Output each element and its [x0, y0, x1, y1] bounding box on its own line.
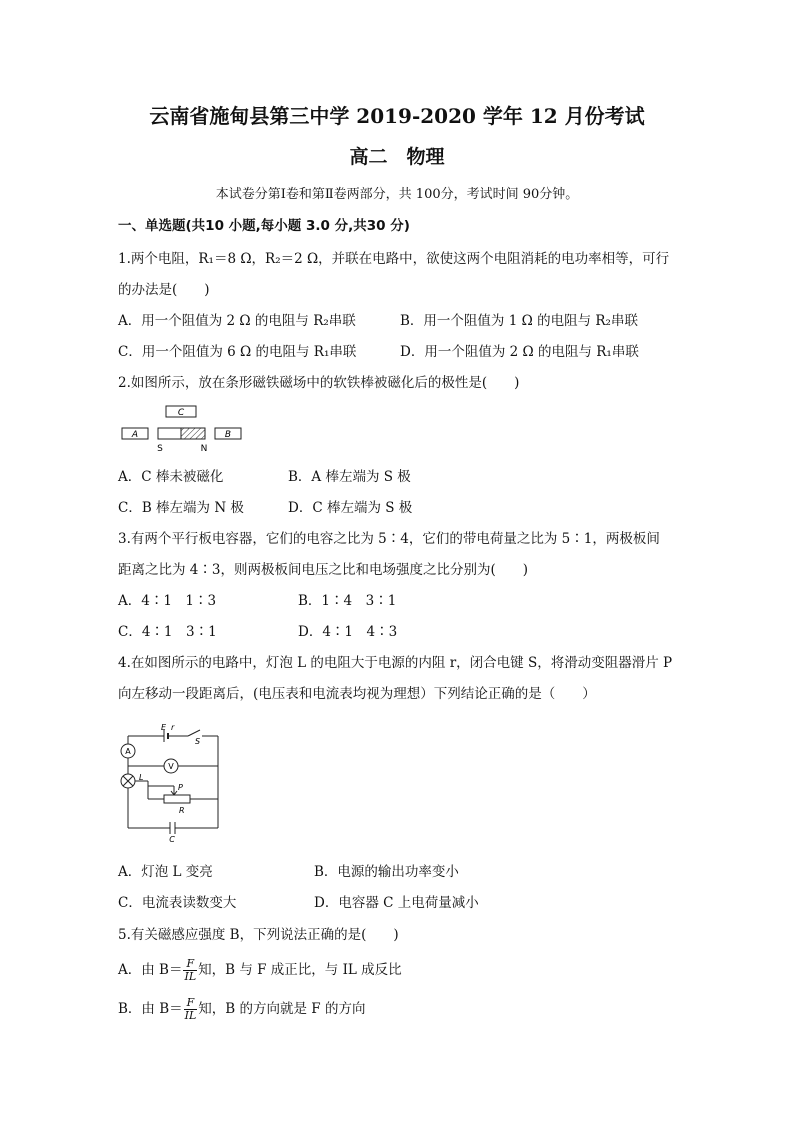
internal-resistance-label: r: [171, 723, 175, 732]
q2-option-c: C．B 棒左端为 N 极: [118, 500, 244, 516]
exam-note: 本试卷分第Ⅰ卷和第Ⅱ卷两部分，共 100分，考试时间 90分钟。: [215, 187, 579, 202]
q3-option-b: B．1∶4 3∶1: [298, 593, 397, 609]
q5-option-a-suffix: 知，B 与 F 成正比，与 IL 成反比: [198, 962, 402, 978]
q1-option-c: C．用一个阻值为 6 Ω 的电阻与 R₁串联: [118, 344, 357, 360]
magnet-s-half: [158, 428, 181, 439]
q1-option-d: D．用一个阻值为 2 Ω 的电阻与 R₁串联: [400, 344, 639, 360]
q3-stem-line1: 3.有两个平行板电容器，它们的电容之比为 5∶4，它们的带电荷量之比为 5∶1，两极板间: [118, 531, 660, 547]
rod-a-label: A: [131, 430, 139, 440]
bar-magnet-figure: [118, 403, 248, 455]
circuit-figure: [118, 720, 228, 845]
q1-option-a: A．用一个阻值为 2 Ω 的电阻与 R₂串联: [118, 313, 356, 329]
q2-option-b: B．A 棒左端为 S 极: [288, 469, 411, 485]
fraction-denominator: IL: [184, 1009, 197, 1022]
q2-option-d: D．C 棒左端为 S 极: [288, 500, 413, 516]
q3-option-d: D．4∶1 4∶3: [298, 624, 398, 640]
magnet-s-label: S: [157, 444, 163, 454]
magnet-n-label: N: [200, 444, 208, 454]
ammeter-label: A: [125, 747, 131, 756]
fraction-numerator: F: [184, 997, 198, 1010]
q1-stem-line2: 的办法是( ): [118, 282, 210, 298]
section-heading: 一、单选题(共10 小题,每小题 3.0 分,共30 分): [118, 218, 410, 234]
q2-stem: 2.如图所示，放在条形磁铁磁场中的软铁棒被磁化后的极性是( ): [118, 375, 520, 391]
q4-option-c: C．电流表读数变大: [118, 895, 237, 911]
q5-option-a: [118, 955, 402, 985]
q1-option-b: B．用一个阻值为 1 Ω 的电阻与 R₂串联: [400, 313, 638, 329]
q1-stem-line1: 1.两个电阻，R₁＝8 Ω，R₂＝2 Ω，并联在电路中，欲使这两个电阻消耗的电功率相等，可行: [118, 251, 670, 267]
fraction-denominator: IL: [184, 970, 197, 983]
q2-option-a: A．C 棒未被磁化: [118, 469, 224, 485]
q3-stem-line2: 距离之比为 4∶3，则两极板间电压之比和电场强度之比分别为( ): [118, 562, 529, 578]
rod-c-label: C: [177, 408, 185, 418]
q5-option-a-formula: [183, 958, 197, 983]
page-subtitle: 高二 物理: [349, 146, 445, 168]
q5-option-b-formula: [184, 997, 198, 1022]
slider-label: P: [178, 783, 183, 792]
q5-stem: 5.有关磁感应强度 B，下列说法正确的是( ): [118, 927, 399, 943]
q5-option-a-prefix: A．由 B＝: [118, 962, 183, 978]
q4-option-d: D．电容器 C 上电荷量减小: [314, 895, 479, 911]
capacitor-label: C: [169, 835, 175, 844]
fraction-numerator: F: [183, 958, 197, 971]
magnet-n-half: [181, 428, 205, 439]
q5-option-b-suffix: 知，B 的方向就是 F 的方向: [198, 1001, 366, 1017]
q5-option-b: [118, 994, 365, 1024]
q3-option-a: A．4∶1 1∶3: [118, 593, 217, 609]
lamp-label: L: [139, 773, 144, 782]
q4-stem-line2: 向左移动一段距离后，(电压表和电流表均视为理想）下列结论正确的是（ ）: [118, 686, 596, 702]
q4-option-b: B．电源的输出功率变小: [314, 864, 459, 880]
q5-option-b-prefix: B．由 B＝: [118, 1001, 183, 1017]
switch-label: S: [195, 737, 201, 746]
rod-b-label: B: [224, 430, 232, 440]
q4-stem-line1: 4.在如图所示的电路中，灯泡 L 的电阻大于电源的内阻 r，闭合电键 S，将滑动变阻器滑片 P: [118, 655, 673, 671]
rheostat-label: R: [179, 806, 185, 815]
page-title: 云南省施甸县第三中学 2019-2020 学年 12 月份考试: [149, 104, 645, 128]
q3-option-c: C．4∶1 3∶1: [118, 624, 217, 640]
voltmeter-label: V: [168, 762, 174, 771]
q4-option-a: A．灯泡 L 变亮: [118, 864, 213, 880]
emf-label: E: [161, 723, 167, 732]
